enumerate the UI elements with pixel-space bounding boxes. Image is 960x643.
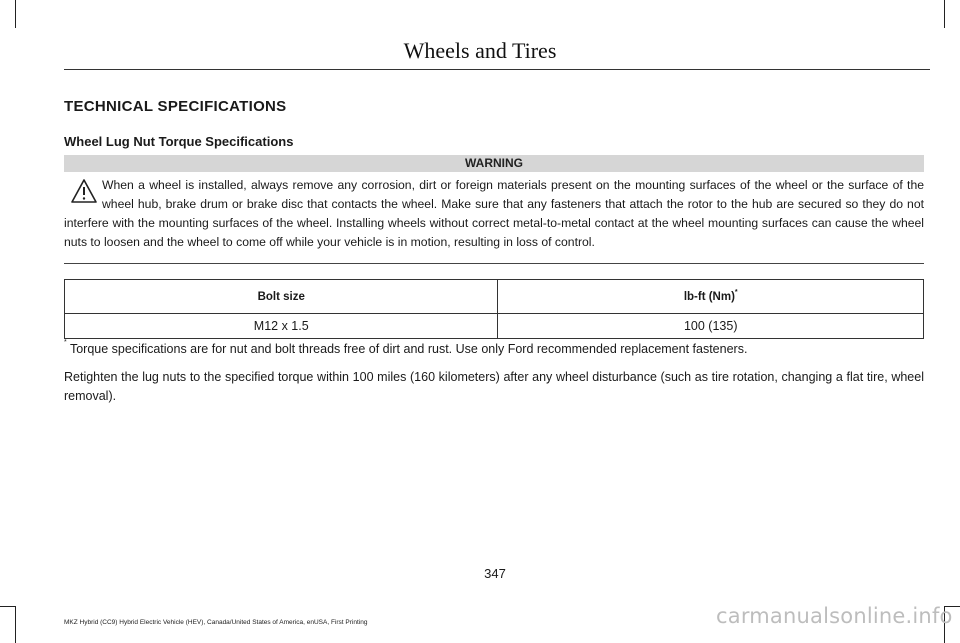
warning-rule <box>64 263 924 264</box>
watermark: carmanualsonline.info <box>716 604 953 628</box>
footnote-mark: * <box>64 339 67 346</box>
crop-mark-left-h <box>0 606 15 607</box>
page-heading: TECHNICAL SPECIFICATIONS <box>64 98 287 115</box>
retighten-paragraph: Retighten the lug nuts to the specified torque within 100 miles (160 kilometers) after any wheel disturbance (such as tire rotation, changing a flat tire, wheel removal). <box>64 370 924 403</box>
warning-label: WARNING <box>64 155 924 172</box>
footnote-text: Torque specifications are for nut and bolt threads free of dirt and rust. Use only Ford recommended replacement fasteners. <box>66 342 748 356</box>
table-header-cell: Bolt size <box>65 280 498 314</box>
subheading: Wheel Lug Nut Torque Specifications <box>64 134 294 149</box>
table-header-row <box>65 280 924 314</box>
table-cell: 100 (135) <box>498 314 924 339</box>
section-title: Wheels and Tires <box>403 38 557 63</box>
table-header-cell: lb-ft (Nm)* <box>498 280 924 314</box>
table-footnote <box>64 340 924 358</box>
icon-spacer <box>64 176 102 210</box>
table-row <box>65 314 924 339</box>
crop-mark-left <box>15 606 16 643</box>
page-number: 347 <box>484 566 506 581</box>
warning-text: When a wheel is installed, always remove any corrosion, dirt or foreign materials present on the mounting surfaces of the wheel or the surface of the wheel hub, brake drum or brake disc that contacts the wheel. Make sure that any fasteners that attach the rotor to the hub are secured so they do not interfere with the mounting surfaces of the wheel. Installing wheels without correct metal-to-metal contact at the wheel mounting surfaces can cause the wheel nuts to loosen and the wheel to come off while your vehicle is in motion, resulting in loss of control. <box>64 178 924 249</box>
crop-mark-top-right <box>944 0 945 28</box>
warning-text-block <box>64 176 924 252</box>
torque-spec-table <box>64 279 924 339</box>
crop-mark-top-left <box>15 0 16 28</box>
table-cell: M12 x 1.5 <box>65 314 498 339</box>
footnote-mark: * <box>734 288 738 296</box>
header-rule <box>64 69 930 70</box>
document-info: MKZ Hybrid (CC9) Hybrid Electric Vehicle (HEV), Canada/United States of America, enUSA, First Printing <box>64 619 368 626</box>
